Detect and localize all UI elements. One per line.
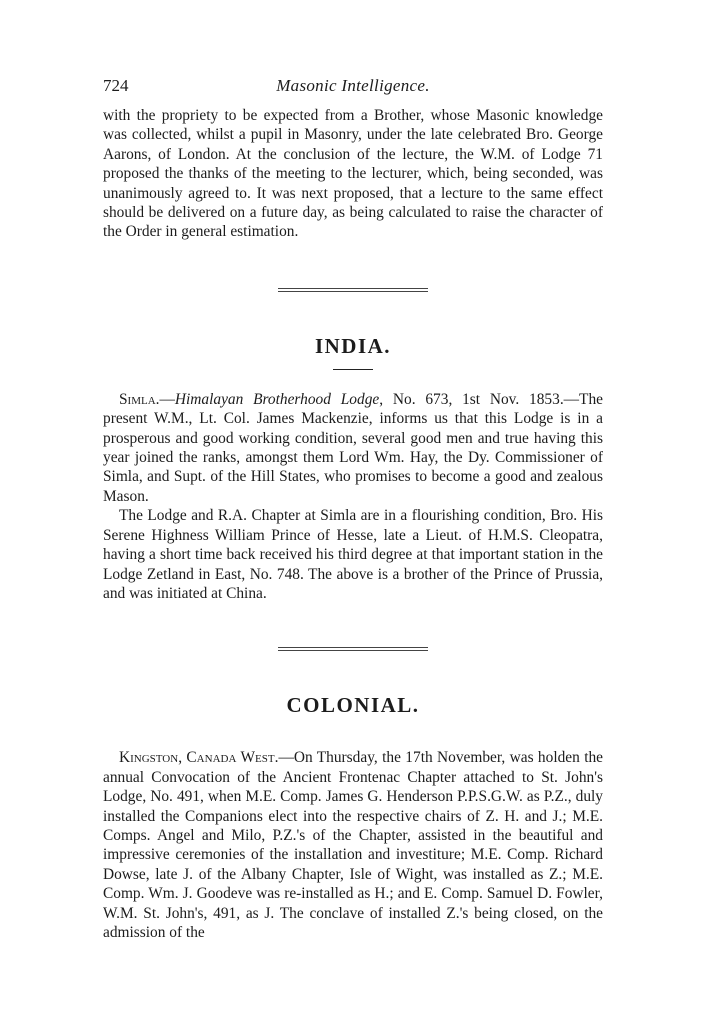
colonial-place: Kingston, Canada West. (119, 749, 279, 767)
india-paragraph-1: Simla.—Himalayan Brotherhood Lodge, No. 673, 1st Nov. 1853.—The present W.M., Lt. Col. James Mackenzie, informs us that this Lodge is in a prosperous and good working condition, several good men and true having this year joined the ranks, amongst them Lord Wm. Hay, the Dy. Commissioner of Simla, and Supt. of the Hill States, who promises to become a good and zealous Mason. (103, 390, 603, 505)
india-heading: INDIA. (314, 333, 392, 358)
india-p1-text: , No. 673, 1st Nov. 1853.—The present W.M., Lt. Col. James Mackenzie, informs us that this Lodge is in a prosperous and good working condition, several good men and true having this year joined the ranks, amongst them Lord Wm. Hay, the Dy. Commissioner of Simla, and Supt. of the Hill States, who promises to become a good and zealous Mason. (103, 390, 603, 505)
page (103, 76, 603, 942)
india-place: Simla. (119, 390, 160, 408)
running-title: Masonic Intelligence. (276, 76, 430, 95)
india-lodge: Himalayan Brotherhood Lodge (174, 390, 380, 408)
india-paragraph-2: The Lodge and R.A. Chapter at Simla are in a flourishing condition, Bro. His Serene Highness William Prince of Hesse, late a Lieut. of H.M.S. Cleopatra, having a short time back received his third degree at that important station in the Lodge Zetland in East, No. 748. The above is a brother of the Prince of Prussia, and was initiated at China. (103, 507, 603, 602)
intro-paragraph: with the propriety to be expected from a Brother, whose Masonic knowledge was collected, whilst a pupil in Masonry, under the late celebrated Bro. George Aarons, of London. At the conclusion of the lecture, the W.M. of Lodge 71 proposed the thanks of the meeting to the lecturer, which, being seconded, was unanimously agreed to. It was next proposed, that a lecture to the same effect should be delivered on a future day, as being calculated to raise the character of the Order in general estimation. (103, 107, 603, 241)
colonial-heading: COLONIAL. (286, 693, 420, 718)
page-number: 724 (103, 76, 129, 95)
colonial-p1-text: —On Thursday, the 17th November, was holden the annual Convocation of the Ancient Frontenac Chapter attached to St. John's Lodge, No. 491, when M.E. Comp. James G. Henderson P.P.S.G.W. as P.Z., duly installed the Companions elect into the respective chairs of Z. H. and J.; M.E. Comps. Angel and Milo, P.Z.'s of the Chapter, assisted in the beautiful and impressive ceremonies of the installation and investiture; M.E. Comp. Richard Dowse, late J. of the Albany Chapter, Isle of Wight, was installed as Z.; M.E. Comp. Wm. J. Goodeve was re-installed as H.; and E. Comp. Samuel D. Fowler, W.M. St. John's, 491, as J. The conclave of installed Z.'s being closed, on the admission of the (103, 749, 604, 941)
running-head (103, 76, 603, 100)
colonial-paragraph-1 (103, 748, 603, 942)
